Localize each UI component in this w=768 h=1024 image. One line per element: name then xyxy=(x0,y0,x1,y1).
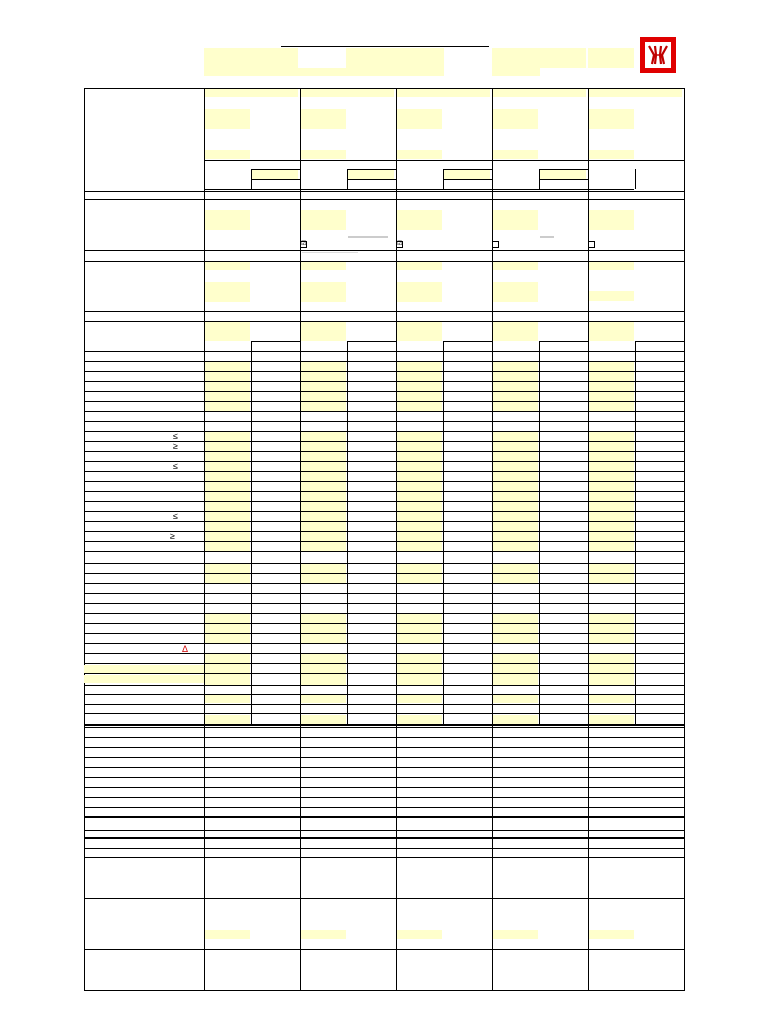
row-separator-thick xyxy=(84,837,685,839)
row-line xyxy=(84,351,685,352)
input-cell[interactable] xyxy=(204,261,250,270)
row-line xyxy=(252,341,300,342)
row-line xyxy=(492,189,588,190)
row-line xyxy=(84,787,685,788)
row-line xyxy=(84,491,685,492)
row-line xyxy=(84,250,685,251)
row-line xyxy=(84,623,685,624)
row-line xyxy=(84,401,685,402)
data-column-input[interactable] xyxy=(588,930,634,939)
row-line xyxy=(84,361,685,362)
header-input-3[interactable] xyxy=(492,48,540,76)
row-line xyxy=(84,199,685,200)
label-input[interactable] xyxy=(84,675,204,683)
row-line xyxy=(84,381,685,382)
header-band-4[interactable] xyxy=(492,88,586,97)
data-column-input[interactable] xyxy=(204,653,250,685)
row-line xyxy=(84,807,685,808)
row-line xyxy=(84,521,685,522)
input-cell[interactable] xyxy=(204,109,250,129)
input-cell[interactable] xyxy=(492,321,538,341)
ge-symbol: ≥ xyxy=(173,441,178,451)
half-col-line xyxy=(635,341,636,725)
input-cell[interactable] xyxy=(204,282,250,302)
header-blank-cell xyxy=(298,48,346,68)
row-line xyxy=(84,857,685,858)
row-line xyxy=(84,451,685,452)
row-line xyxy=(84,949,685,950)
input-cell[interactable] xyxy=(300,210,346,230)
row-line xyxy=(84,767,685,768)
half-col-line xyxy=(251,169,252,189)
label-input[interactable] xyxy=(84,665,204,673)
row-line xyxy=(84,593,685,594)
data-column-input[interactable] xyxy=(588,715,634,724)
input-cell[interactable] xyxy=(204,210,250,230)
header-title-underline xyxy=(281,46,489,47)
checkbox-col-4[interactable] xyxy=(588,241,595,248)
input-cell[interactable] xyxy=(300,261,346,270)
row-line xyxy=(84,573,685,574)
input-cell[interactable] xyxy=(300,282,346,302)
row-line xyxy=(84,663,685,664)
header-band-2[interactable] xyxy=(300,88,394,97)
row-line xyxy=(84,563,685,564)
col-line xyxy=(204,88,205,991)
row-line xyxy=(444,341,492,342)
faint-mark xyxy=(540,236,554,238)
data-column-input[interactable] xyxy=(396,930,442,939)
input-cell[interactable] xyxy=(396,261,442,270)
data-column-input[interactable] xyxy=(396,715,442,724)
ge-symbol: ≥ xyxy=(170,531,175,541)
data-column-input[interactable] xyxy=(396,694,442,703)
header-band-3[interactable] xyxy=(396,88,490,97)
row-line xyxy=(252,169,300,170)
header-input-4[interactable] xyxy=(588,48,634,68)
row-line xyxy=(84,411,685,412)
data-column-input[interactable] xyxy=(396,361,442,411)
row-line xyxy=(252,179,300,180)
data-column-input[interactable] xyxy=(204,361,250,411)
row-line xyxy=(348,341,396,342)
row-line xyxy=(84,747,685,748)
row-line xyxy=(300,189,396,190)
data-column-input[interactable] xyxy=(492,361,538,411)
data-column-input[interactable] xyxy=(300,613,346,643)
row-line xyxy=(348,179,396,180)
input-cell[interactable] xyxy=(492,150,538,159)
input-cell[interactable] xyxy=(444,170,490,179)
col-line xyxy=(396,88,397,991)
data-column-input[interactable] xyxy=(492,715,538,724)
row-line xyxy=(84,481,685,482)
delta-icon: Δ xyxy=(181,644,188,654)
data-column-input[interactable] xyxy=(588,361,634,411)
row-line xyxy=(204,160,685,161)
input-cell[interactable] xyxy=(396,282,442,302)
col-line xyxy=(492,88,493,991)
faint-mark xyxy=(302,252,358,253)
row-line xyxy=(84,321,685,322)
data-column-input[interactable] xyxy=(492,613,538,643)
half-col-line xyxy=(347,341,348,725)
wire-rope-logo-icon xyxy=(647,44,669,66)
data-column-input[interactable] xyxy=(588,613,634,643)
row-line xyxy=(84,848,685,849)
header-input-1b[interactable] xyxy=(298,68,346,76)
row-line xyxy=(84,694,685,695)
row-line xyxy=(84,421,685,422)
row-line xyxy=(84,898,685,899)
col-line xyxy=(300,88,301,991)
input-cell[interactable] xyxy=(588,150,634,159)
row-line xyxy=(84,653,685,654)
half-col-line xyxy=(347,169,348,189)
checkbox-col-1[interactable]: ☑ xyxy=(301,241,307,247)
data-column-input[interactable] xyxy=(492,930,538,939)
company-logo xyxy=(640,37,676,73)
row-line xyxy=(348,169,396,170)
data-column-input[interactable] xyxy=(588,653,634,685)
input-cell[interactable] xyxy=(300,150,346,159)
row-line xyxy=(84,391,685,392)
row-line xyxy=(84,471,685,472)
data-column-input[interactable] xyxy=(204,930,250,939)
row-line xyxy=(84,757,685,758)
row-line xyxy=(84,830,685,831)
half-col-line xyxy=(635,169,636,189)
data-column-input[interactable] xyxy=(300,694,346,703)
le-symbol: ≤ xyxy=(173,461,178,471)
data-column-input[interactable] xyxy=(300,361,346,411)
half-col-line xyxy=(251,341,252,725)
checkbox-col-2[interactable]: ☑ xyxy=(397,241,403,247)
data-column-input[interactable] xyxy=(396,613,442,643)
input-cell[interactable] xyxy=(300,321,346,341)
data-column-input[interactable] xyxy=(300,715,346,724)
row-line xyxy=(84,643,685,644)
input-cell[interactable] xyxy=(588,109,634,129)
row-line xyxy=(84,311,685,312)
row-line xyxy=(84,541,685,542)
row-line xyxy=(84,713,685,714)
row-line xyxy=(540,341,588,342)
half-col-line xyxy=(539,169,540,189)
row-line xyxy=(84,777,685,778)
row-line xyxy=(84,704,685,705)
row-line xyxy=(84,88,685,89)
header-input-1[interactable] xyxy=(204,48,298,76)
row-line xyxy=(444,169,492,170)
row-line xyxy=(636,341,684,342)
row-line xyxy=(540,169,588,170)
row-line xyxy=(84,685,685,686)
data-column-input[interactable] xyxy=(204,613,250,643)
data-column-input[interactable] xyxy=(492,694,538,703)
input-cell[interactable] xyxy=(348,170,394,179)
input-cell[interactable] xyxy=(396,109,442,129)
row-line xyxy=(204,189,300,190)
input-cell[interactable] xyxy=(204,321,250,341)
input-cell[interactable] xyxy=(588,261,634,270)
row-line xyxy=(540,179,588,180)
half-col-line xyxy=(443,169,444,189)
input-cell[interactable] xyxy=(396,321,442,341)
half-col-line xyxy=(443,341,444,725)
input-cell[interactable] xyxy=(396,210,442,230)
data-column-input[interactable] xyxy=(204,715,250,724)
row-separator-thick xyxy=(84,816,685,818)
input-cell[interactable] xyxy=(492,282,538,302)
data-column-input[interactable] xyxy=(588,694,634,703)
row-line xyxy=(84,737,685,738)
data-column-input[interactable] xyxy=(300,930,346,939)
row-line xyxy=(84,261,685,262)
header-band-1[interactable] xyxy=(204,88,298,97)
data-column-input[interactable] xyxy=(396,653,442,685)
row-line xyxy=(84,727,685,728)
col-line xyxy=(588,88,589,991)
row-line xyxy=(84,673,685,674)
row-line xyxy=(84,613,685,614)
data-column-input[interactable] xyxy=(492,653,538,685)
header-input-2[interactable] xyxy=(346,48,444,76)
input-cell[interactable] xyxy=(396,150,442,159)
row-line xyxy=(84,191,685,192)
row-line xyxy=(84,371,685,372)
header-band-5[interactable] xyxy=(588,88,682,97)
header-input-3b[interactable] xyxy=(540,48,586,68)
le-symbol: ≤ xyxy=(173,511,178,521)
data-column-input[interactable] xyxy=(300,653,346,685)
le-symbol: ≤ xyxy=(173,431,178,441)
checkbox-col-3[interactable] xyxy=(492,241,499,248)
input-cell[interactable] xyxy=(540,170,586,179)
row-separator-thick xyxy=(84,724,685,726)
row-line xyxy=(444,179,492,180)
input-cell[interactable] xyxy=(300,109,346,129)
half-col-line xyxy=(539,341,540,725)
row-line xyxy=(84,603,685,604)
row-line xyxy=(588,189,634,190)
row-line xyxy=(84,501,685,502)
input-cell[interactable] xyxy=(588,210,634,230)
row-line xyxy=(84,633,685,634)
input-cell[interactable] xyxy=(204,150,250,159)
data-column-input[interactable] xyxy=(204,694,250,703)
row-line xyxy=(84,583,685,584)
row-line xyxy=(84,551,685,552)
input-cell[interactable] xyxy=(492,109,538,129)
input-cell[interactable] xyxy=(252,170,298,179)
input-cell[interactable] xyxy=(588,291,634,301)
faint-mark xyxy=(348,236,388,238)
input-cell[interactable] xyxy=(492,261,538,270)
input-cell[interactable] xyxy=(492,210,538,230)
row-line xyxy=(84,797,685,798)
row-line xyxy=(396,189,492,190)
input-cell[interactable] xyxy=(588,321,634,341)
